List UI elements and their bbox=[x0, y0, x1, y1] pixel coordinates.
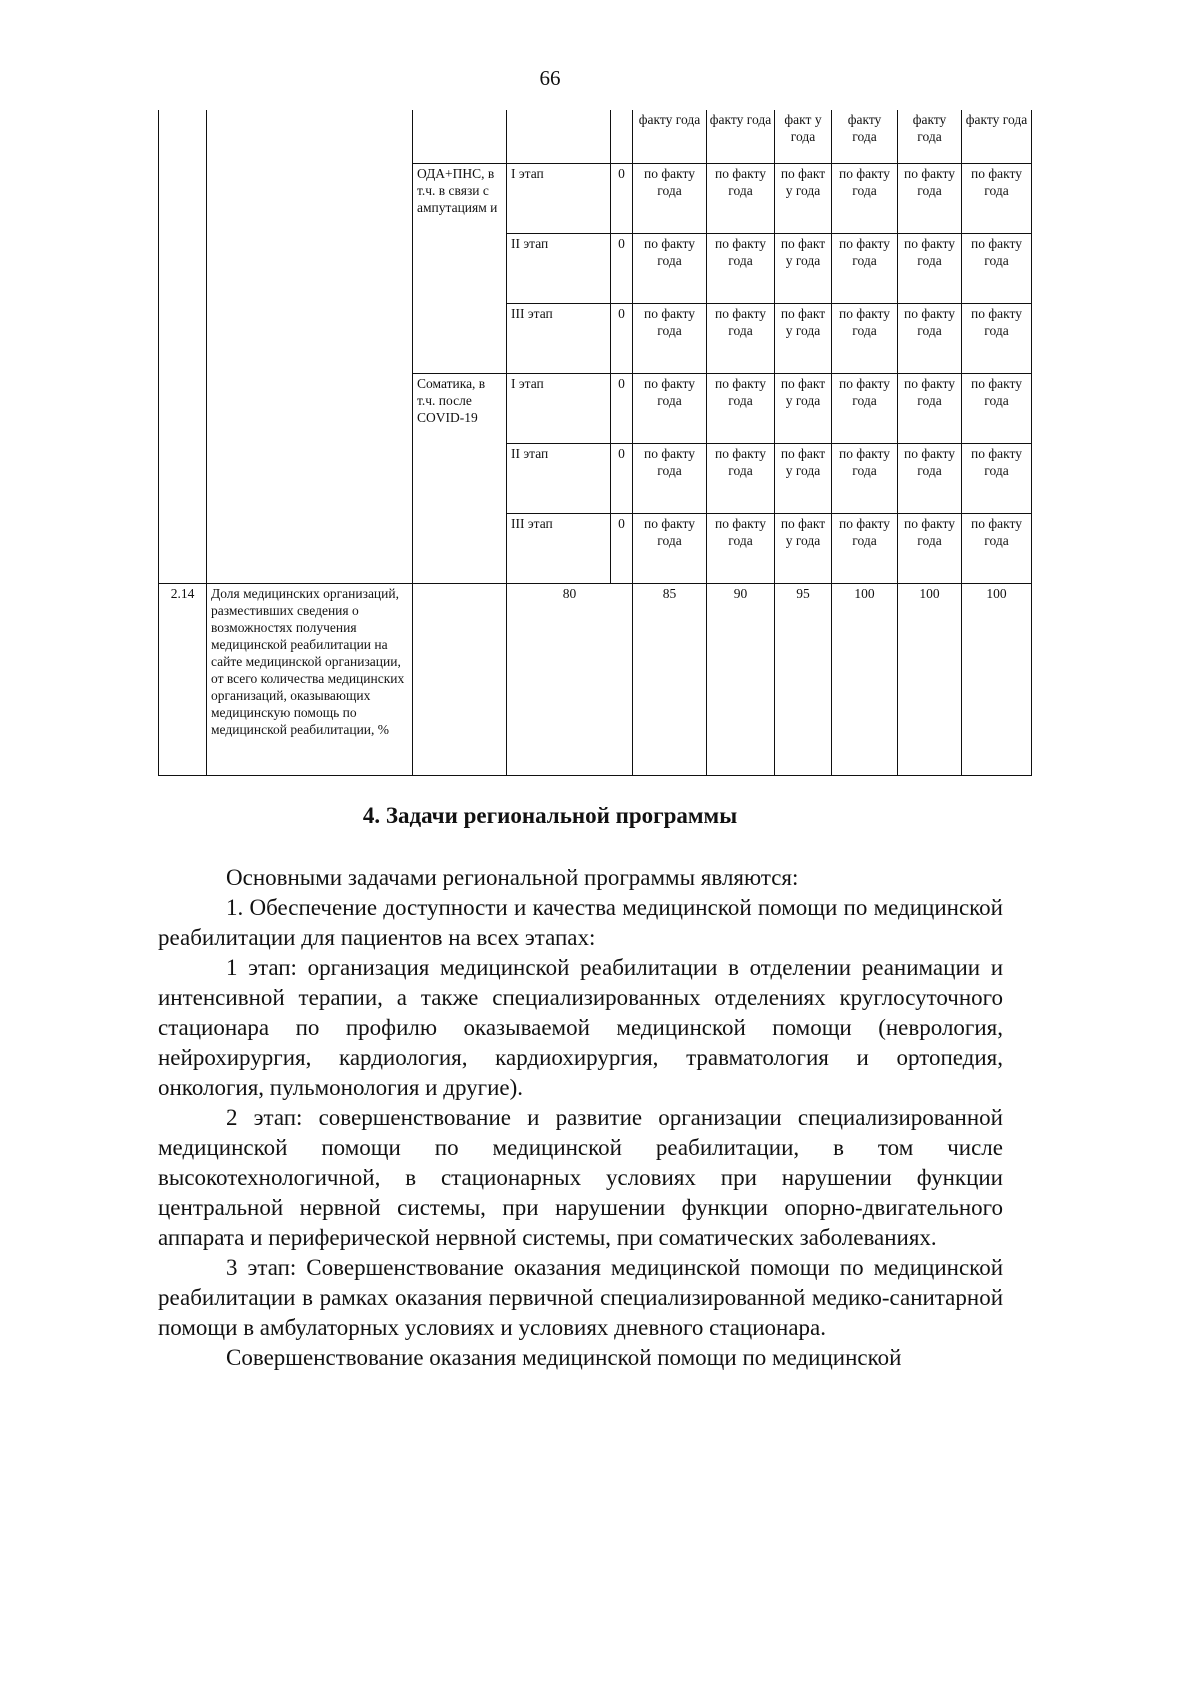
value-cell: по факт у года bbox=[775, 234, 832, 304]
value-cell: по факту года bbox=[898, 514, 962, 584]
value-cell: по факту года bbox=[707, 304, 775, 374]
stage-cell: II этап bbox=[507, 234, 611, 304]
value-cell: факту года bbox=[832, 110, 898, 164]
group-name-cell: ОДА+ПНС, в т.ч. в связи с ампутациям и bbox=[413, 164, 507, 374]
page-number: 66 bbox=[539, 66, 561, 90]
stage-cell: I этап bbox=[507, 374, 611, 444]
value-cell: факту года bbox=[898, 110, 962, 164]
value-cell: по факту года bbox=[832, 304, 898, 374]
indicator-name-cell bbox=[207, 110, 413, 164]
group-cell bbox=[413, 584, 507, 776]
value-cell: по факту года bbox=[707, 164, 775, 234]
stage-cell: I этап bbox=[507, 164, 611, 234]
value-cell: по факт у года bbox=[775, 514, 832, 584]
indicator-name-cell: Доля медицинских организаций, разместивших сведения о возможностях получения медицинской реабилитации на сайте медицинской организации, от всего количества медицинских организаций, оказывающих медицинскую помощь по медицинской реабилитации, % bbox=[207, 584, 413, 776]
value-cell: по факту года bbox=[633, 304, 707, 374]
value-cell: по факт у года bbox=[775, 374, 832, 444]
value-cell: по факту года bbox=[962, 374, 1032, 444]
table-row-continuation bbox=[159, 110, 1032, 164]
paragraph: 1. Обеспечение доступности и качества медицинской помощи по медицинской реабилитации для пациентов на всех этапах: bbox=[158, 895, 1003, 950]
value-cell: по факту года bbox=[832, 514, 898, 584]
value-cell: по факту года bbox=[898, 234, 962, 304]
row-number-cell bbox=[159, 110, 207, 164]
value-cell: по факту года bbox=[707, 444, 775, 514]
stage-cell: III этап bbox=[507, 514, 611, 584]
table-row-2-14 bbox=[159, 584, 1032, 776]
value-cell: 90 bbox=[707, 584, 775, 776]
value-cell: по факту года bbox=[962, 304, 1032, 374]
value-cell: по факту года bbox=[898, 164, 962, 234]
value-cell: по факту года bbox=[633, 374, 707, 444]
value-cell: по факту года bbox=[707, 234, 775, 304]
value-cell: по факту года bbox=[633, 514, 707, 584]
section-title: 4. Задачи региональной программы bbox=[362, 803, 738, 828]
value-cell: по факту года bbox=[707, 374, 775, 444]
base-value-cell: 0 bbox=[611, 514, 633, 584]
base-value-cell bbox=[611, 110, 633, 164]
section-body bbox=[158, 863, 1003, 1373]
base-value-cell: 0 bbox=[611, 234, 633, 304]
base-value-cell: 80 bbox=[507, 584, 633, 776]
value-cell: по факту года bbox=[633, 234, 707, 304]
value-cell: 95 bbox=[775, 584, 832, 776]
value-cell: по факту года bbox=[832, 234, 898, 304]
stage-cell bbox=[507, 110, 611, 164]
paragraph: 3 этап: Совершенствование оказания медицинской помощи по медицинской реабилитации в рамках оказания первичной специализированной медико-санитарной помощи в амбулаторных условиях и условиях дневного стационара. bbox=[158, 1255, 1003, 1340]
value-cell: по факту года bbox=[962, 444, 1032, 514]
paragraph: Совершенствование оказания медицинской помощи по медицинской bbox=[226, 1345, 902, 1370]
value-cell: по факту года bbox=[633, 444, 707, 514]
value-cell: 100 bbox=[898, 584, 962, 776]
group-cell bbox=[413, 110, 507, 164]
value-cell: по факт у года bbox=[775, 444, 832, 514]
value-cell: 100 bbox=[962, 584, 1032, 776]
value-cell: факту года bbox=[962, 110, 1032, 164]
value-cell: по факт у года bbox=[775, 304, 832, 374]
indicator-name-cell bbox=[207, 164, 413, 584]
base-value-cell: 0 bbox=[611, 444, 633, 514]
value-cell: по факту года bbox=[898, 374, 962, 444]
value-cell: факту года bbox=[633, 110, 707, 164]
value-cell: факт у года bbox=[775, 110, 832, 164]
value-cell: по факт у года bbox=[775, 164, 832, 234]
paragraph: 1 этап: организация медицинской реабилитации в отделении реанимации и интенсивной терапии, а также специализированных отделениях круглосуточного стационара по профилю оказываемой медицинской помощи (неврология, нейрохирургия, кардиология, кардиохирургия, травматология и ортопедия, онкология, пульмонология и другие). bbox=[158, 955, 1003, 1100]
indicators-table bbox=[158, 110, 1032, 776]
value-cell: по факту года bbox=[962, 514, 1032, 584]
value-cell: по факту года bbox=[832, 374, 898, 444]
group-name-cell: Соматика, в т.ч. после COVID-19 bbox=[413, 374, 507, 584]
value-cell: по факту года bbox=[962, 234, 1032, 304]
value-cell: по факту года bbox=[832, 164, 898, 234]
stage-cell: III этап bbox=[507, 304, 611, 374]
row-number-cell: 2.14 bbox=[159, 584, 207, 776]
base-value-cell: 0 bbox=[611, 304, 633, 374]
base-value-cell: 0 bbox=[611, 374, 633, 444]
value-cell: по факту года bbox=[898, 304, 962, 374]
value-cell: 85 bbox=[633, 584, 707, 776]
paragraph: Основными задачами региональной программы являются: bbox=[226, 865, 799, 890]
value-cell: по факту года bbox=[962, 164, 1032, 234]
value-cell: по факту года bbox=[898, 444, 962, 514]
value-cell: 100 bbox=[832, 584, 898, 776]
value-cell: факту года bbox=[707, 110, 775, 164]
value-cell: по факту года bbox=[633, 164, 707, 234]
paragraph: 2 этап: совершенствование и развитие организации специализированной медицинской помощи по медицинской реабилитации, в том числе высокотехнологичной, в стационарных условиях при нарушении функции центральной нервной системы, при нарушении функции опорно-двигательного аппарата и периферической нервной системы, при соматических заболеваниях. bbox=[158, 1105, 1003, 1250]
stage-cell: II этап bbox=[507, 444, 611, 514]
row-number-cell bbox=[159, 164, 207, 584]
value-cell: по факту года bbox=[832, 444, 898, 514]
base-value-cell: 0 bbox=[611, 164, 633, 234]
value-cell: по факту года bbox=[707, 514, 775, 584]
table-row bbox=[159, 164, 1032, 234]
